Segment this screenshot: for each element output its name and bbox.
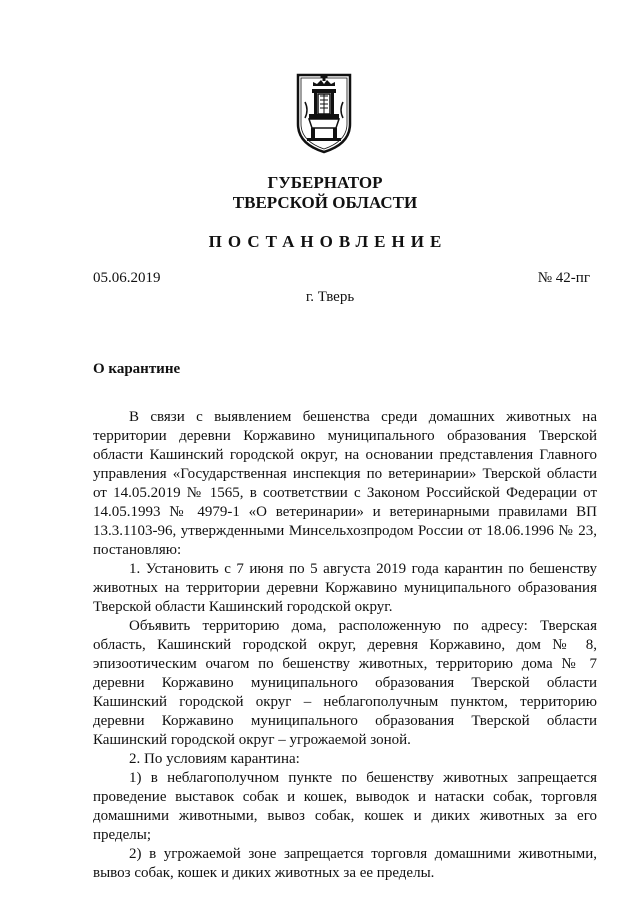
coat-of-arms-emblem: [295, 72, 353, 154]
paragraph-preamble: В связи с выявлением бешенства среди домашних животных на территории деревни Коржавино муниципального образования Тверской области Кашинский городской округ, на основании представления Главного управления «Государственная инспекция по ветеринарии» Тверской области от 14.05.2019 № 1565, в соответствии с Законом Российской Федерации от 14.05.1993 № 4979-1 «О ветеринарии» и ветеринарными правилами ВП 13.3.1103-96, утвержденными Минсельхозпродом России от 18.06.1996 № 23, постановляю:: [93, 409, 597, 558]
issuer-title: ГУБЕРНАТОР: [267, 173, 383, 192]
paragraph-item-2: 2. По условиям карантина:: [129, 751, 300, 767]
paragraph-subitem-1: 1) в неблагополучном пункте по бешенству животных запрещается проведение выставок собак и кошек, выводок и натаски собак, торговля домашними животными, вывоз собак, кошек и диких животных за его пределы;: [93, 770, 597, 843]
document-number: № 42-пг: [537, 270, 590, 286]
document-type: ПОСТАНОВЛЕНИЕ: [208, 232, 448, 251]
paragraph-declaration: Объявить территорию дома, расположенную по адресу: Тверская область, Кашинский городской округ, деревня Коржавино, дом № 8, эпизоотическим очагом по бешенству животных, территорию дома № 7 деревни Коржавино муниципального образования Тверской области Кашинский городской округ – неблагополучным пунктом, территорию деревни Коржавино муниципального образования Тверской области Кашинский городской округ – угрожаемой зоной.: [93, 618, 597, 748]
document-city: г. Тверь: [305, 289, 355, 305]
document-date: 05.06.2019: [93, 270, 161, 286]
issuer-region: ТВЕРСКОЙ ОБЛАСТИ: [232, 193, 418, 212]
document-subject: О карантине: [93, 361, 181, 377]
document-body: [93, 408, 597, 883]
paragraph-item-1: 1. Установить с 7 июня по 5 августа 2019 года карантин по бешенству животных на территории деревни Коржавино муниципального образования Тверской области Кашинский городской округ.: [93, 561, 597, 615]
paragraph-subitem-2: 2) в угрожаемой зоне запрещается торговля домашними животными, вывоз собак, кошек и диких животных за ее пределы.: [93, 846, 597, 881]
